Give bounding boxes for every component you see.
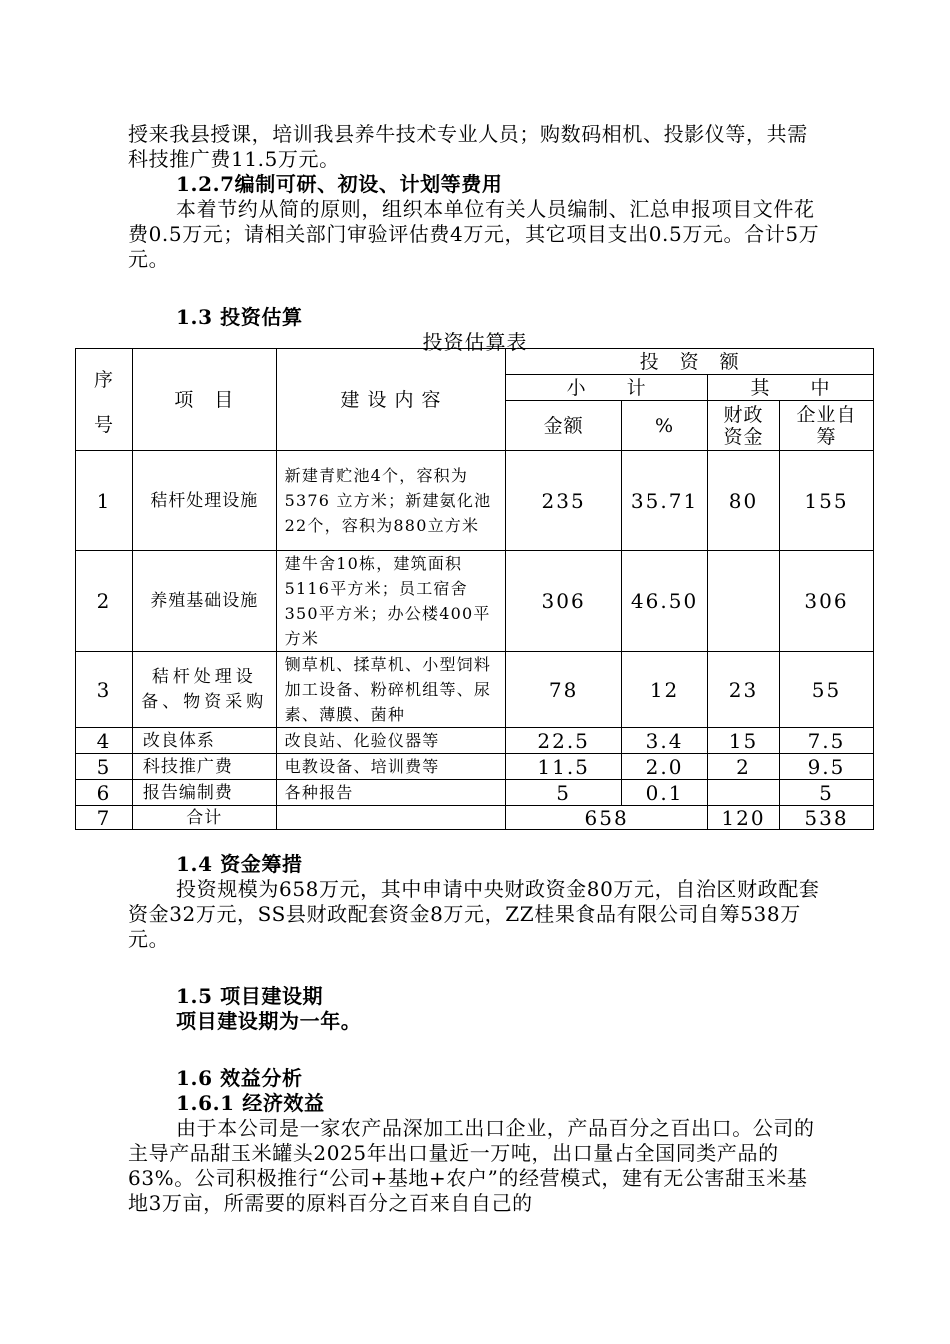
heading-1-3: 1.3 投资估算 xyxy=(176,305,303,329)
investment-table xyxy=(75,348,874,830)
table-row: 2 养殖基础设施 建牛舍10栋，建筑面积5116平方米；员工宿舍350平方米；办公楼400平方米 306 46.50 306 xyxy=(76,551,874,652)
table-row: 6 报告编制费 各种报告 5 0.1 5 xyxy=(76,780,874,806)
document-page-bottom xyxy=(128,852,822,1216)
header-percent: % xyxy=(622,401,708,451)
table-total-row: 7 合计 658 120 538 xyxy=(76,806,874,830)
header-content: 建 设 内 容 xyxy=(276,349,506,451)
construction-period: 项目建设期为一年。 xyxy=(176,1009,362,1033)
heading-1-5: 1.5 项目建设期 xyxy=(176,984,324,1008)
table-title: 投资估算表 xyxy=(422,330,528,354)
table-row: 3 秸杆处理设备、物资采购 铡草机、揉草机、小型饲料加工设备、粉碎机组等、尿素、薄膜、菌种 78 12 23 55 xyxy=(76,652,874,728)
header-fiscal: 财政资金 xyxy=(708,401,780,451)
heading-1-4: 1.4 资金筹措 xyxy=(176,852,303,876)
funding-paragraph: 投资规模为658万元，其中申请中央财政资金80万元，自治区财政配套资金32万元，SS县财政配套资金8万元，ZZ桂果食品有限公司自筹538万元。 xyxy=(128,877,820,951)
header-self: 企业自筹 xyxy=(779,401,873,451)
header-item: 项 目 xyxy=(132,349,276,451)
header-of-which: 其 中 xyxy=(708,375,874,401)
document-page-top xyxy=(128,122,822,353)
cost-paragraph: 本着节约从简的原则，组织本单位有关人员编制、汇总申报项目文件花费0.5万元；请相关部门审验评估费4万元，其它项目支出0.5万元。合计5万元。 xyxy=(128,197,820,271)
header-subtotal: 小 计 xyxy=(506,375,708,401)
table-row: 1 秸杆处理设施 新建青贮池4个，容积为5376 立方米；新建氨化池22个，容积为880立方米 235 35.71 80 155 xyxy=(76,451,874,551)
economic-benefit-paragraph: 由于本公司是一家农产品深加工出口企业，产品百分之百出口。公司的主导产品甜玉米罐头2025年出口量近一万吨，出口量占全国同类产品的63%。公司积极推行“公司+基地+农户”的经营模式，建有无公害甜玉米基地3万亩，所需要的原料百分之百来自自己的 xyxy=(128,1116,815,1215)
header-amount: 金额 xyxy=(506,401,622,451)
header-investment: 投 资 额 xyxy=(506,349,874,375)
table-row: 5 科技推广费 电教设备、培训费等 11.5 2.0 2 9.5 xyxy=(76,754,874,780)
table-row: 4 改良体系 改良站、化验仪器等 22.5 3.4 15 7.5 xyxy=(76,728,874,754)
heading-1-6: 1.6 效益分析 xyxy=(176,1066,303,1090)
header-seq: 序 号 xyxy=(76,349,133,451)
heading-1-6-1: 1.6.1 经济效益 xyxy=(176,1091,325,1115)
intro-paragraph: 授来我县授课，培训我县养牛技术专业人员；购数码相机、投影仪等，共需科技推广费11.5万元。 xyxy=(128,122,808,171)
heading-1-2-7: 1.2.7编制可研、初设、计划等费用 xyxy=(176,172,503,196)
